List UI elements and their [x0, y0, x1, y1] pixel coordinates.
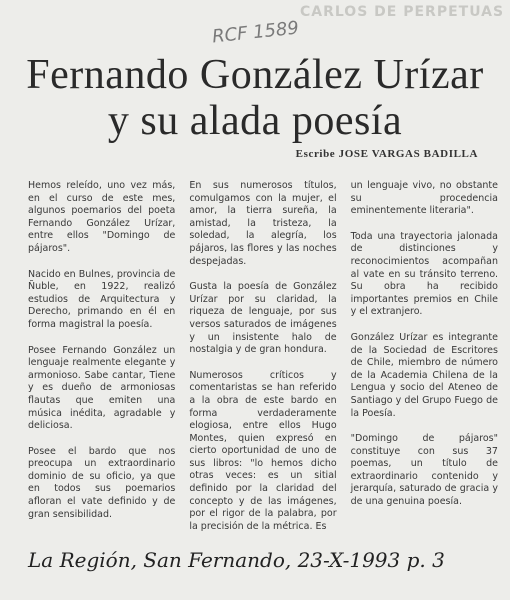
- paragraph: En sus numerosos títulos, comulgamos con la mujer, el amor, la tierra sureña, la amistad, la tristeza, la soledad, la alegría, los pájaros, las flores y las noches despejadas.: [189, 180, 337, 267]
- paragraph: Posee el bardo que nos preocupa un extraordinario dominio de su oficio, ya que en todos sus poemarios afloran el vate definido y de gran sensibilidad.: [28, 445, 176, 520]
- faded-header-text: CARLOS DE PERPETUAS: [300, 4, 505, 20]
- title-line-2: y su alada poesía: [107, 98, 403, 144]
- byline: Escribe JOSE VARGAS BADILLA: [295, 148, 478, 160]
- paragraph: Hemos releído, uno vez más, en el curso de este mes, algunos poemarios del poeta Fernando González Urízar, entre ellos "Domingo de pájaros".: [28, 180, 176, 254]
- paragraph: González Urízar es integrante de la Sociedad de Escritores de Chile, miembro de número de la Academia Chilena de la Lengua y socio del Ateneo de Santiago y del Grupo Fuego de la Poesía.: [350, 331, 498, 419]
- column-1: [28, 180, 175, 535]
- handwritten-source-note: La Región, San Fernando, 23-X-1993 p. 3: [28, 548, 445, 572]
- column-2: [189, 180, 336, 535]
- article-body: [28, 180, 498, 535]
- paragraph: un lenguaje vivo, no obstante su procedencia eminentemente literaria".: [350, 180, 498, 217]
- paragraph: Toda una trayectoria jalonada de distinciones y reconocimientos acompañan al vate en su tránsito terreno. Su obra ha recibido importantes premios en Chile y el extranjero.: [350, 230, 498, 318]
- paragraph: Nacido en Bulnes, provincia de Ñuble, en 1922, realizó estudios de Arquitectura y Derecho, primando en él en forma magistral la poesía.: [28, 268, 176, 330]
- reference-code: RCF 1589: [211, 17, 300, 48]
- title-line-1: Fernando González Urízar: [26, 52, 484, 98]
- paragraph: Gusta la poesía de González Urízar por su claridad, la riqueza de lenguaje, por sus versos saturados de imágenes y un insistente halo de nostalgia y de gran hondura.: [189, 281, 337, 356]
- paragraph: Posee Fernando González un lenguaje realmente elegante y armonioso. Sabe cantar, Tiene y es dueño de armoniosas flautas que emiten una música inédita, agradable y deliciosa.: [28, 344, 176, 432]
- column-3: [351, 180, 498, 535]
- paragraph: Numerosos críticos y comentaristas se han referido a la obra de este bardo en forma verdaderamente elogiosa, entre ellos Hugo Montes, quien expresó en cierto oportunidad de uno de sus libros: "lo hemos dicho otras veces: es un sitial definido por la claridad del concepto y de las imágenes, por el rigor de la palabra, por la precisión de la métrica. Es: [189, 369, 337, 532]
- paragraph: "Domingo de pájaros" constituye con sus 37 poemas, un título de extraordinario contenido y jerarquía, saturado de gracia y de una genuina poesía.: [350, 433, 498, 508]
- article-title: [0, 52, 510, 144]
